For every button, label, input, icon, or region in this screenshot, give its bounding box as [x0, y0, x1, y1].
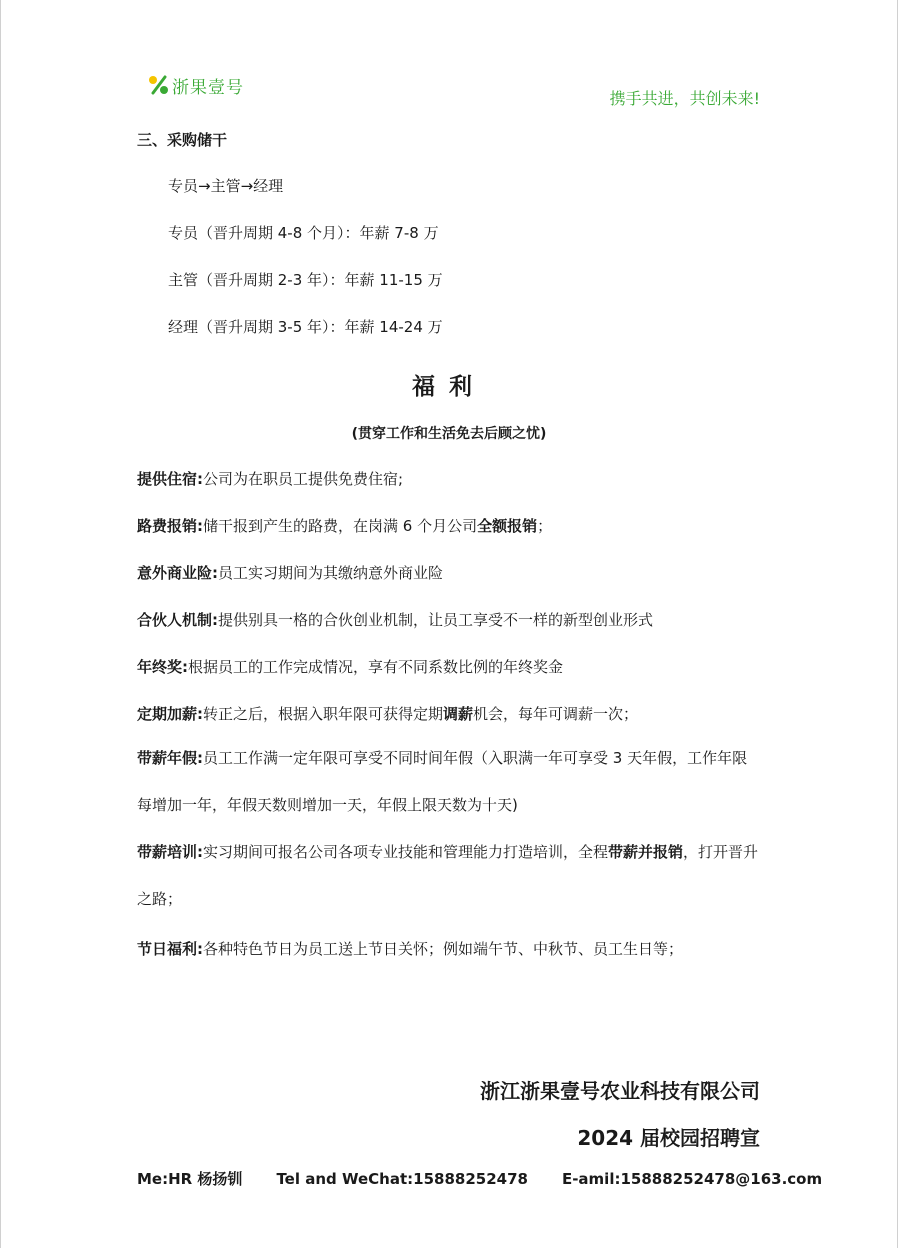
benefit-emphasis: 带薪并报销: [608, 843, 684, 861]
benefit-text: 根据员工的工作完成情况，享有不同系数比例的年终奖金: [188, 658, 564, 676]
benefit-insurance: [137, 562, 443, 583]
contact-person: Me:HR 杨扬钏: [137, 1170, 243, 1188]
benefit-text-end: ；: [537, 517, 553, 535]
benefit-label: 合伙人机制:: [137, 611, 218, 629]
benefit-text: 公司为在职员工提供免费住宿;: [203, 470, 404, 488]
benefit-emphasis: 调薪: [443, 705, 474, 723]
benefit-training: [137, 829, 761, 923]
benefit-text: 储干报到产生的路费，在岗满 6 个月公司: [203, 517, 478, 535]
company-logo: [148, 72, 244, 98]
company-name: 浙江浙果壹号农业科技有限公司: [480, 1079, 760, 1103]
benefit-text-end: 机会，每年可调薪一次；: [473, 705, 639, 723]
benefit-text: 实习期间可报名公司各项专业技能和管理能力打造培训，全程: [203, 843, 609, 861]
benefit-label: 带薪年假:: [137, 749, 203, 767]
slogan: 携手共进，共创未来!: [609, 89, 760, 108]
logo-text: 浙果壹号: [172, 77, 244, 98]
benefit-holiday: [137, 938, 683, 959]
benefit-partner: [137, 609, 653, 630]
benefit-text: 员工实习期间为其缴纳意外商业险: [218, 564, 444, 582]
page-border-left: [0, 0, 1, 1248]
section-title: 三、采购储干: [137, 131, 228, 149]
level-specialist: 专员（晋升周期 4-8 个月）：年薪 7-8 万: [168, 224, 439, 242]
benefit-housing: [137, 468, 403, 489]
benefit-emphasis: 全额报销: [477, 517, 538, 535]
career-path: 专员→主管→经理: [168, 177, 284, 195]
benefit-text: 转正之后，根据入职年限可获得定期: [203, 705, 444, 723]
benefit-label: 路费报销:: [137, 517, 203, 535]
benefit-label: 意外商业险:: [137, 564, 218, 582]
benefit-text: 提供别具一格的合伙创业机制，让员工享受不一样的新型创业形式: [218, 611, 654, 629]
benefit-bonus: [137, 656, 563, 677]
benefit-travel: [137, 515, 552, 536]
contact-phone: Tel and WeChat:15888252478: [276, 1170, 528, 1188]
welfare-subheading: (贯穿工作和生活免去后顾之忧): [351, 426, 547, 442]
benefit-label: 年终奖:: [137, 658, 188, 676]
level-manager: 经理（晋升周期 3-5 年）：年薪 14-24 万: [168, 318, 443, 336]
benefit-label: 定期加薪:: [137, 705, 203, 723]
welfare-heading: 福利: [412, 374, 486, 400]
benefit-label: 带薪培训:: [137, 843, 203, 861]
level-supervisor: 主管（晋升周期 2-3 年）：年薪 11-15 万: [168, 271, 443, 289]
benefit-text: 员工工作满一定年限可享受不同时间年假（入职满一年可享受 3 天年假，工作年限每增加一年，年假天数则增加一天，年假上限天数为十天): [137, 749, 748, 814]
benefit-text: 各种特色节日为员工送上节日关怀；例如端午节、中秋节、员工生日等；: [203, 940, 684, 958]
benefit-raise: [137, 703, 638, 724]
logo-percent-icon: [148, 74, 170, 96]
benefit-annual-leave: [137, 735, 761, 829]
contact-email: E-amil:15888252478@163.com: [561, 1170, 823, 1188]
contact-line: [137, 1168, 822, 1189]
benefit-label: 节日福利:: [137, 940, 203, 958]
benefit-label: 提供住宿:: [137, 470, 203, 488]
campaign-title: 2024 届校园招聘宣: [577, 1126, 760, 1150]
benefit-text-end: ，打开晋升之路；: [137, 843, 759, 908]
